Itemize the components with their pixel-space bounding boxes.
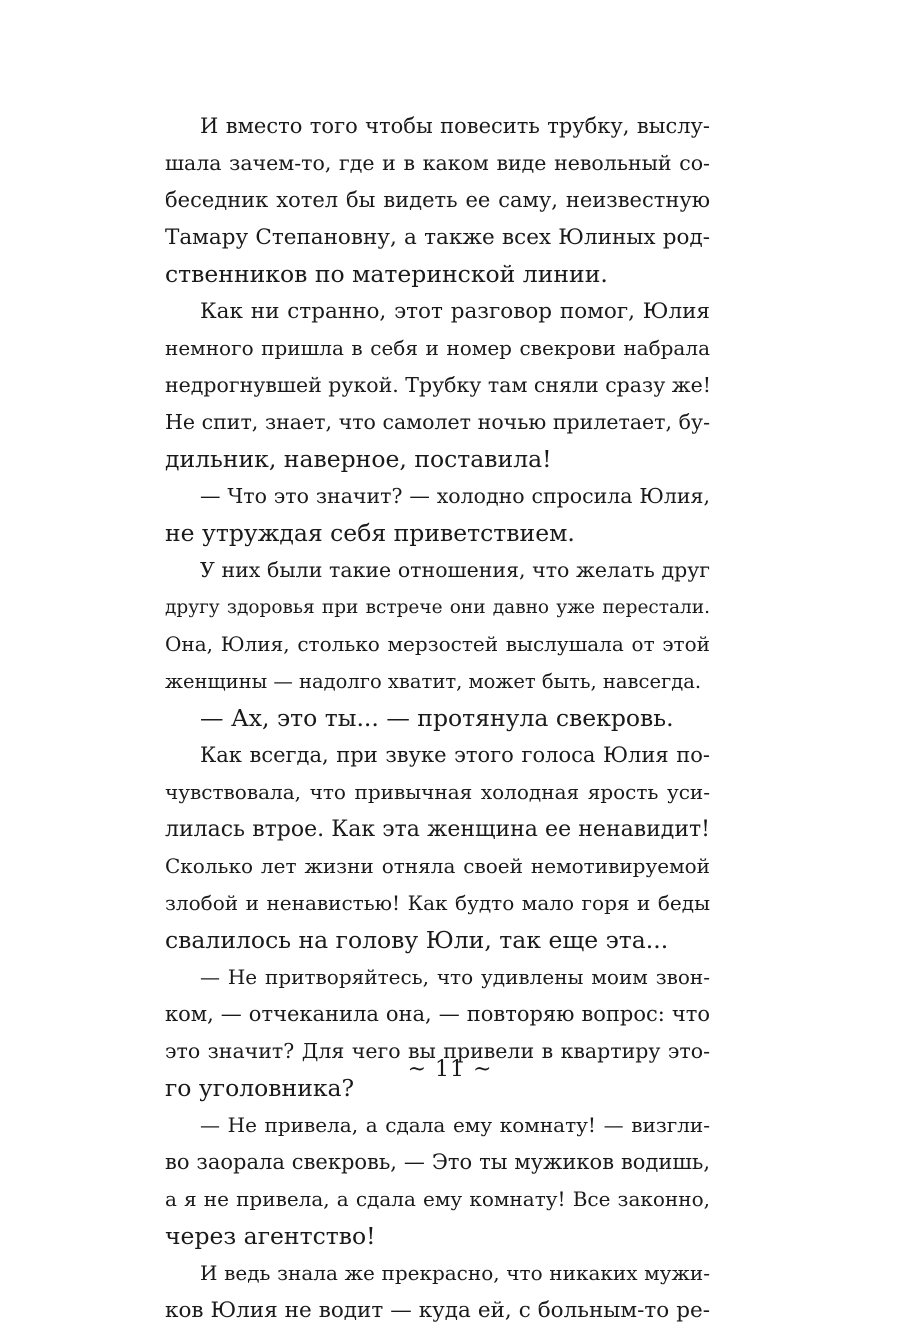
text-line: — Ах, это ты... — протянула свекровь. <box>200 704 674 732</box>
text-line: не утруждая себя приветствием. <box>165 519 575 547</box>
text-line: го уголовника? <box>165 1074 355 1102</box>
text-line: — Не притворяйтесь, что удивлены моим звон- <box>200 965 710 989</box>
page-number: ~ 11 ~ <box>407 1057 493 1082</box>
body-text <box>165 108 710 1329</box>
paragraph <box>165 552 710 700</box>
paragraph <box>165 700 710 737</box>
text-line: лилась втрое. Как эта женщина ее ненавидит! <box>165 817 710 842</box>
text-line: — Что это значит? — холодно спросила Юлия, <box>200 484 710 508</box>
text-line: Как ни странно, этот разговор помог, Юлия <box>200 299 710 324</box>
text-line: шала зачем-то, где и в каком виде невольный со- <box>165 151 710 175</box>
text-line: Как всегда, при звуке этого голоса Юлия по- <box>200 743 710 767</box>
paragraph <box>165 108 710 293</box>
text-line: другу здоровья при встрече они давно уже перестали. <box>165 597 710 618</box>
text-line: ком, — отчеканила она, — повторяю вопрос: что <box>165 1002 710 1026</box>
text-line: И вместо того чтобы повесить трубку, выслу- <box>200 114 710 138</box>
text-line: Тамару Степановну, а также всех Юлиных род- <box>165 225 710 250</box>
text-line: Она, Юлия, столько мерзостей выслушала от этой <box>165 632 710 656</box>
text-line: чувствовала, что привычная холодная ярость уси- <box>165 780 710 804</box>
text-line: И ведь знала же прекрасно, что никаких мужи- <box>200 1261 710 1285</box>
text-line: а я не привела, а сдала ему комнату! Все законно, <box>165 1187 710 1211</box>
paragraph <box>165 1255 710 1329</box>
text-line: это значит? Для чего вы привели в квартиру это- <box>165 1039 710 1063</box>
text-line: женщины — надолго хватит, может быть, навсегда. <box>165 670 702 693</box>
text-line: ков Юлия не водит — куда ей, с больным-то ре- <box>165 1298 710 1323</box>
text-line: во заорала свекровь, — Это ты мужиков водишь, <box>165 1150 710 1174</box>
text-line: недрогнувшей рукой. Трубку там сняли сразу же! <box>165 373 712 397</box>
text-line: ственников по материнской линии. <box>165 260 608 288</box>
text-line: через агентство! <box>165 1222 376 1250</box>
text-line: беседник хотел бы видеть ее саму, неизвестную <box>165 188 710 212</box>
text-line: злобой и ненавистью! Как будто мало горя и беды <box>165 891 710 915</box>
text-line: свалилось на голову Юли, так еще эта... <box>165 926 669 954</box>
text-line: Сколько лет жизни отняла своей немотивируемой <box>165 854 710 878</box>
paragraph <box>165 1107 710 1255</box>
text-line: немного пришла в себя и номер свекрови набрала <box>165 336 710 360</box>
paragraph <box>165 293 710 478</box>
text-line: У них были такие отношения, что желать друг <box>200 558 710 582</box>
text-line: дильник, наверное, поставила! <box>165 445 552 473</box>
paragraph <box>165 737 710 959</box>
paragraph <box>165 478 710 552</box>
text-line: Не спит, знает, что самолет ночью прилетает, бу- <box>165 410 710 434</box>
text-line: — Не привела, а сдала ему комнату! — визгли- <box>200 1113 710 1137</box>
